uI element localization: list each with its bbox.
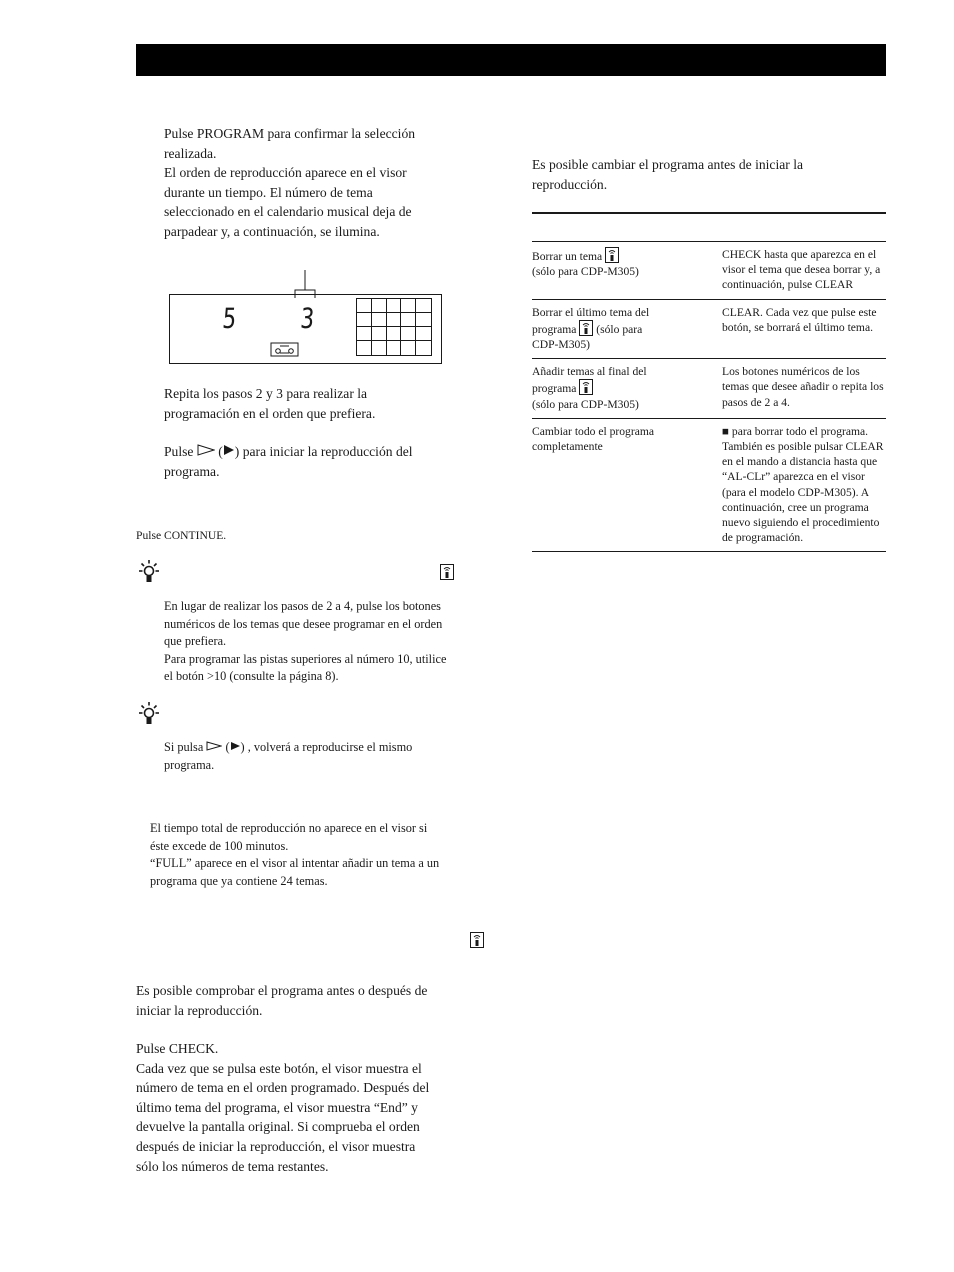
table-row: Borrar el último tema del programa (sólo para CDP-M305) CLEAR. Cada vez que pulse este botón, se borrará el último tema.: [532, 299, 886, 359]
table-top-rule: [532, 212, 886, 214]
music-calendar-grid: [356, 298, 432, 356]
notes-text: El tiempo total de reproducción no aparece en el visor si éste excede de 100 minutos. “FULL” aparece en el visor al intentar añadir un tema a un programa que ya contiene 24 temas.: [150, 821, 440, 888]
step6-text: Pulse ( ) para iniciar la reproducción del programa.: [164, 444, 413, 479]
remote-only-icon-row1: [605, 247, 619, 263]
table-row: Cambiar todo el programa completamente ■ para borrar todo el programa. También es posible pulsar CLEAR en el mando a distancia hasta que “AL-CLr” aparezca en el visor (para el modelo CDP-M305). A continuación, cree un programa nuevo siguiendo el procedimiento de programación.: [532, 418, 886, 552]
step4-text: Pulse PROGRAM para confirmar la selección realizada. El orden de reproducción aparece en el visor durante un tiempo. El número de tema seleccionado en el calendario musical deja de parpadear y, a continuación, se ilumina.: [164, 126, 416, 239]
remote-only-icon-row3: [579, 379, 593, 395]
play-solid-icon-small: [230, 741, 241, 751]
cancel-text: Pulse CONTINUE.: [136, 529, 227, 542]
display-digit-track-number: 3: [299, 302, 316, 335]
tip1-text: En lugar de realizar los pasos de 2 a 4, pulse los botones numéricos de los temas que desee programar en el orden que prefiera. Para programar las pistas superiores al número 10, utilice el botón >10 (consulte la página 8).: [164, 599, 447, 684]
check-intro-text: Es posible comprobar el programa antes o después de iniciar la reproducción.: [136, 983, 428, 1018]
step5-text: Repita los pasos 2 y 3 para realizar la programación en el orden que prefiera.: [164, 386, 376, 421]
remote-only-icon-2: [470, 932, 484, 948]
play-solid-icon: [223, 444, 235, 456]
change-intro-text: Es posible cambiar el programa antes de iniciar la reproducción.: [532, 157, 804, 192]
tip2-text: Si pulsa ( ) , volverá a reproducirse el mismo programa.: [164, 740, 413, 772]
remote-only-icon: [440, 564, 454, 580]
play-outline-icon: [197, 444, 215, 456]
header-bar: [136, 44, 886, 76]
table-row: Borrar un tema (sólo para CDP-M305) CHECK hasta que aparezca en el visor el tema que desea borrar y, a continuación, pulse CLEAR: [532, 242, 886, 299]
table-row: Añadir temas al final del programa (sólo para CDP-M305) Los botones numéricos de los temas que desee añadir o repita los pasos de 2 a 4.: [532, 359, 886, 419]
check-body-text: Pulse CHECK. Cada vez que se pulsa este botón, el visor muestra el número de tema en el orden programado. Después del último tema del programa, el visor muestra “End” y devuelve la pantalla original. Si comprueba el orden después de iniciar la reproducción, el visor muestra sólo los números de tema restantes.: [136, 1041, 430, 1174]
program-indicator-icon: [270, 340, 300, 358]
remote-only-icon-row2: [579, 320, 593, 336]
tip-lightbulb-icon-2: [138, 702, 160, 726]
display-digit-track-count: 5: [221, 302, 238, 335]
tip-lightbulb-icon: [138, 560, 160, 584]
change-options-table: [532, 242, 886, 552]
play-outline-icon-small: [206, 741, 222, 751]
